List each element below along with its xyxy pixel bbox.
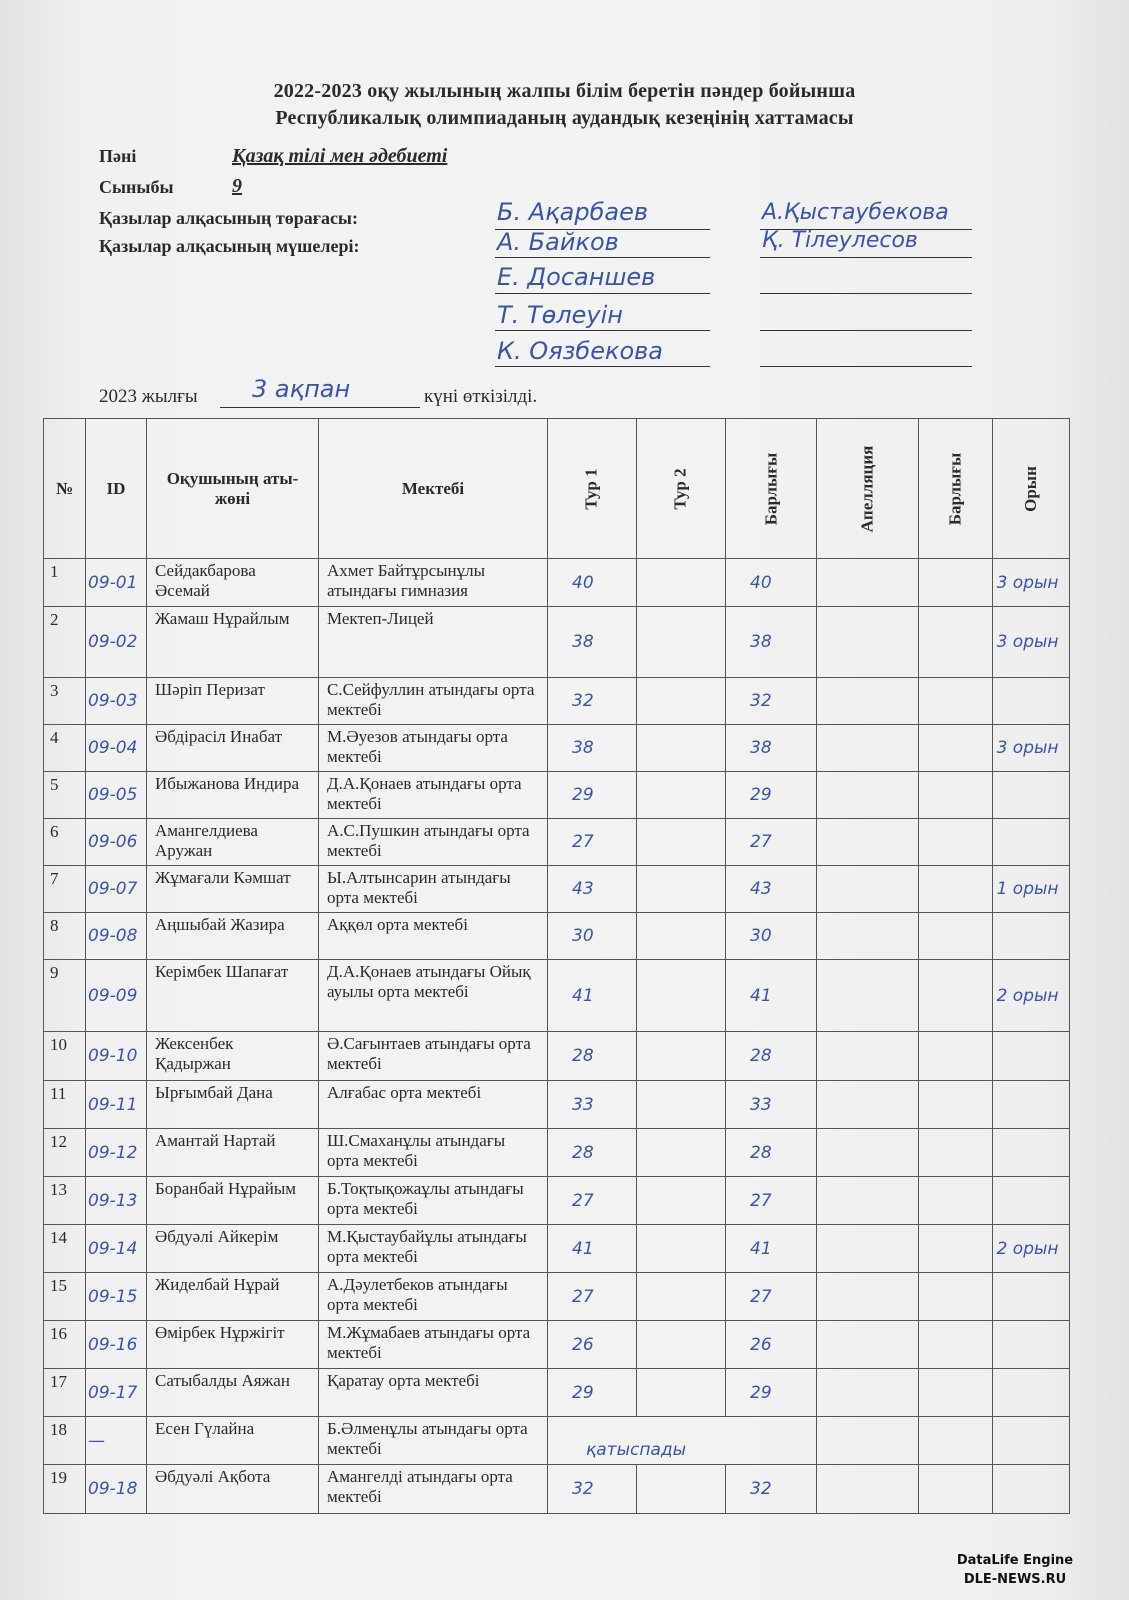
cell-id: — — [86, 1417, 147, 1465]
cell-no: 14 — [44, 1225, 86, 1273]
cell-total: 27 — [726, 1177, 817, 1225]
header-id: ID — [86, 419, 147, 559]
cell-appeal — [817, 1225, 919, 1273]
cell-no: 4 — [44, 725, 86, 772]
cell-tour2 — [637, 725, 726, 772]
cell-appeal — [817, 772, 919, 819]
cell-appeal — [817, 1417, 919, 1465]
cell-school: М.Жұмабаев атындағы орта мектебі — [319, 1321, 548, 1369]
sig-line-member1-left — [495, 257, 710, 258]
cell-no: 18 — [44, 1417, 86, 1465]
cell-total: 29 — [726, 1369, 817, 1417]
cell-id: 09-11 — [86, 1081, 147, 1129]
cell-total2 — [919, 1417, 993, 1465]
cell-place — [992, 772, 1069, 819]
chair-label: Қазылар алқасының төрағасы: — [99, 208, 358, 228]
cell-school: Д.А.Қонаев атындағы орта мектебі — [319, 772, 548, 819]
cell-appeal — [817, 1177, 919, 1225]
cell-appeal — [817, 1321, 919, 1369]
cell-tour1: 27 — [548, 819, 637, 866]
cell-place — [992, 1129, 1069, 1177]
cell-name: Әбдуәлі Ақбота — [147, 1465, 319, 1514]
cell-tour2 — [637, 819, 726, 866]
cell-id: 09-07 — [86, 866, 147, 913]
cell-tour1: 40 — [548, 559, 637, 607]
cell-no: 9 — [44, 960, 86, 1032]
cell-school: Ш.Смаханұлы атындағы орта мектебі — [319, 1129, 548, 1177]
cell-total: 29 — [726, 772, 817, 819]
sig-line-member2-left — [495, 293, 710, 294]
cell-total: 28 — [726, 1129, 817, 1177]
cell-tour2 — [637, 559, 726, 607]
table-row — [44, 1225, 1070, 1273]
cell-appeal — [817, 678, 919, 725]
cell-school: Ы.Алтынсарин атындағы орта мектебі — [319, 866, 548, 913]
cell-tour2 — [637, 607, 726, 678]
sig-line-member1-right — [760, 257, 972, 258]
cell-school: Ә.Сағынтаев атындағы орта мектебі — [319, 1032, 548, 1081]
cell-id: 09-13 — [86, 1177, 147, 1225]
cell-place: 3 орын — [992, 559, 1069, 607]
header-place: Орын — [992, 419, 1069, 559]
cell-name: Ырғымбай Дана — [147, 1081, 319, 1129]
cell-appeal — [817, 960, 919, 1032]
cell-name: Жексенбек Қадыржан — [147, 1032, 319, 1081]
subject-value: Қазақ тілі мен әдебиеті — [232, 145, 448, 167]
table-row — [44, 1417, 1070, 1465]
cell-id: 09-09 — [86, 960, 147, 1032]
cell-place — [992, 678, 1069, 725]
cell-tour1: 26 — [548, 1321, 637, 1369]
cell-place — [992, 1081, 1069, 1129]
cell-tour1: 41 — [548, 1225, 637, 1273]
cell-id: 09-03 — [86, 678, 147, 725]
table-row — [44, 866, 1070, 913]
cell-total2 — [919, 1129, 993, 1177]
cell-place — [992, 819, 1069, 866]
cell-id: 09-02 — [86, 607, 147, 678]
cell-appeal — [817, 819, 919, 866]
cell-no: 11 — [44, 1081, 86, 1129]
cell-appeal — [817, 1273, 919, 1321]
cell-school: Б.Әлменұлы атындағы орта мектебі — [319, 1417, 548, 1465]
cell-no: 7 — [44, 866, 86, 913]
table-row — [44, 913, 1070, 960]
cell-place: 2 орын — [992, 1225, 1069, 1273]
cell-appeal — [817, 559, 919, 607]
cell-id: 09-10 — [86, 1032, 147, 1081]
cell-total: 26 — [726, 1321, 817, 1369]
header-no: № — [44, 419, 86, 559]
cell-total: 32 — [726, 1465, 817, 1514]
header-total: Барлығы — [726, 419, 817, 559]
cell-school: Амангелді атындағы орта мектебі — [319, 1465, 548, 1514]
table-row — [44, 819, 1070, 866]
cell-no: 12 — [44, 1129, 86, 1177]
table-row — [44, 1465, 1070, 1514]
cell-tour2 — [637, 1081, 726, 1129]
table-row — [44, 1081, 1070, 1129]
cell-school: С.Сейфуллин атындағы орта мектебі — [319, 678, 548, 725]
cell-school: М.Әуезов атындағы орта мектебі — [319, 725, 548, 772]
table-row — [44, 1129, 1070, 1177]
cell-total2 — [919, 725, 993, 772]
cell-tour2 — [637, 866, 726, 913]
cell-place — [992, 1465, 1069, 1514]
cell-no: 8 — [44, 913, 86, 960]
cell-total2 — [919, 1369, 993, 1417]
table-row — [44, 1177, 1070, 1225]
header-tour2: Тур 2 — [637, 419, 726, 559]
cell-tour1: 28 — [548, 1129, 637, 1177]
cell-total2 — [919, 772, 993, 819]
signature-chair-left: Б. Ақарбаев — [497, 198, 648, 226]
cell-total: 41 — [726, 960, 817, 1032]
cell-school: Алғабас орта мектебі — [319, 1081, 548, 1129]
cell-name: Ибыжанова Индира — [147, 772, 319, 819]
cell-school: Ахмет Байтұрсынұлы атындағы гимназия — [319, 559, 548, 607]
cell-name: Өмірбек Нұржігіт — [147, 1321, 319, 1369]
cell-name: Әбдірасіл Инабат — [147, 725, 319, 772]
header-line-2: Республикалық олимпиаданың аудандық кезеңінің хаттамасы — [275, 107, 854, 129]
cell-total: 38 — [726, 607, 817, 678]
cell-total: 43 — [726, 866, 817, 913]
members-label: Қазылар алқасының мүшелері: — [99, 236, 360, 256]
cell-no: 19 — [44, 1465, 86, 1514]
cell-name: Жамаш Нұрайлым — [147, 607, 319, 678]
cell-place: 3 орын — [992, 725, 1069, 772]
cell-total: 38 — [726, 725, 817, 772]
cell-total2 — [919, 819, 993, 866]
cell-no: 15 — [44, 1273, 86, 1321]
table-row — [44, 1032, 1070, 1081]
cell-id: 09-06 — [86, 819, 147, 866]
cell-id: 09-15 — [86, 1273, 147, 1321]
table-row — [44, 559, 1070, 607]
cell-place — [992, 1417, 1069, 1465]
header-school: Мектебі — [319, 419, 548, 559]
cell-total: 41 — [726, 1225, 817, 1273]
cell-id: 09-08 — [86, 913, 147, 960]
subject-label: Пәні — [99, 146, 137, 166]
signature-member1-left: А. Байков — [497, 228, 619, 256]
cell-appeal — [817, 725, 919, 772]
cell-total: 27 — [726, 1273, 817, 1321]
cell-appeal — [817, 913, 919, 960]
cell-tour2 — [637, 772, 726, 819]
cell-total2 — [919, 1321, 993, 1369]
results-table — [43, 418, 1070, 1514]
cell-total: 30 — [726, 913, 817, 960]
cell-name: Әбдуәлі Айкерім — [147, 1225, 319, 1273]
cell-name: Амангелдиева Аружан — [147, 819, 319, 866]
cell-tour1: 28 — [548, 1032, 637, 1081]
cell-tour1: 38 — [548, 607, 637, 678]
cell-total2 — [919, 913, 993, 960]
cell-place — [992, 1273, 1069, 1321]
cell-tour2 — [637, 960, 726, 1032]
cell-tour2 — [637, 1321, 726, 1369]
cell-place: 2 орын — [992, 960, 1069, 1032]
cell-name: Шәріп Перизат — [147, 678, 319, 725]
grade-value: 9 — [232, 175, 242, 197]
cell-total: 28 — [726, 1032, 817, 1081]
signature-chair-right: А.Қыстаубекова — [762, 200, 949, 225]
cell-id: 09-18 — [86, 1465, 147, 1514]
signature-member4-left: К. Оязбекова — [497, 337, 663, 365]
header-name: Оқушының аты-жөні — [147, 419, 319, 559]
cell-name: Амантай Нартай — [147, 1129, 319, 1177]
cell-id: 09-14 — [86, 1225, 147, 1273]
date-suffix: күні өткізілді. — [424, 386, 538, 407]
cell-tour1: 30 — [548, 913, 637, 960]
cell-no: 5 — [44, 772, 86, 819]
cell-name: Аңшыбай Жазира — [147, 913, 319, 960]
cell-school: А.С.Пушкин атындағы орта мектебі — [319, 819, 548, 866]
table-body — [44, 559, 1070, 1514]
cell-appeal — [817, 607, 919, 678]
cell-school: М.Қыстаубайұлы атындағы орта мектебі — [319, 1225, 548, 1273]
cell-no: 2 — [44, 607, 86, 678]
cell-tour1: 27 — [548, 1273, 637, 1321]
cell-name: Сейдакбарова Әсемай — [147, 559, 319, 607]
cell-tour1: 41 — [548, 960, 637, 1032]
cell-place — [992, 1321, 1069, 1369]
cell-total: 33 — [726, 1081, 817, 1129]
cell-total2 — [919, 960, 993, 1032]
cell-appeal — [817, 1081, 919, 1129]
cell-no: 17 — [44, 1369, 86, 1417]
cell-absent-note: қатыспады — [548, 1417, 817, 1465]
cell-tour2 — [637, 1129, 726, 1177]
cell-no: 3 — [44, 678, 86, 725]
table-row — [44, 1273, 1070, 1321]
watermark-line-2: DLE-NEWS.RU — [963, 1572, 1067, 1587]
signature-member2-left: Е. Досаншев — [497, 263, 656, 291]
cell-total2 — [919, 559, 993, 607]
cell-tour1: 32 — [548, 1465, 637, 1514]
cell-tour2 — [637, 1225, 726, 1273]
grade-label: Сыныбы — [99, 177, 174, 197]
sig-line-member4-left — [495, 366, 710, 367]
cell-id: 09-16 — [86, 1321, 147, 1369]
cell-tour1: 29 — [548, 1369, 637, 1417]
cell-tour2 — [637, 1273, 726, 1321]
date-value: 3 ақпан — [252, 375, 351, 403]
sig-line-member2-right — [760, 293, 972, 294]
cell-total: 27 — [726, 819, 817, 866]
cell-tour2 — [637, 1465, 726, 1514]
cell-total2 — [919, 1225, 993, 1273]
cell-appeal — [817, 1032, 919, 1081]
cell-place: 1 орын — [992, 866, 1069, 913]
cell-no: 16 — [44, 1321, 86, 1369]
signature-member1-right: Қ. Тілеулесов — [762, 228, 918, 253]
cell-total2 — [919, 607, 993, 678]
cell-school: Б.Тоқтықожаұлы атындағы орта мектебі — [319, 1177, 548, 1225]
cell-tour1: 33 — [548, 1081, 637, 1129]
cell-place — [992, 1177, 1069, 1225]
cell-id: 09-01 — [86, 559, 147, 607]
cell-place: 3 орын — [992, 607, 1069, 678]
signature-member3-left: Т. Төлеуін — [497, 301, 623, 329]
cell-appeal — [817, 1129, 919, 1177]
table-row — [44, 1369, 1070, 1417]
table-row — [44, 960, 1070, 1032]
cell-id: 09-12 — [86, 1129, 147, 1177]
cell-tour2 — [637, 678, 726, 725]
cell-tour2 — [637, 1177, 726, 1225]
cell-tour2 — [637, 1369, 726, 1417]
cell-no: 13 — [44, 1177, 86, 1225]
cell-tour1: 43 — [548, 866, 637, 913]
cell-no: 6 — [44, 819, 86, 866]
cell-name: Керімбек Шапағат — [147, 960, 319, 1032]
cell-id: 09-04 — [86, 725, 147, 772]
cell-place — [992, 1369, 1069, 1417]
table-row — [44, 1321, 1070, 1369]
cell-appeal — [817, 1465, 919, 1514]
table-row — [44, 678, 1070, 725]
cell-place — [992, 1032, 1069, 1081]
cell-appeal — [817, 1369, 919, 1417]
cell-place — [992, 913, 1069, 960]
cell-name: Есен Гүлайна — [147, 1417, 319, 1465]
cell-name: Боранбай Нұрайым — [147, 1177, 319, 1225]
header-appeal: Апелляция — [817, 419, 919, 559]
cell-school: Д.А.Қонаев атындағы Ойық ауылы орта мектебі — [319, 960, 548, 1032]
cell-school: Аққөл орта мектебі — [319, 913, 548, 960]
cell-no: 10 — [44, 1032, 86, 1081]
sig-line-member4-right — [760, 366, 972, 367]
cell-tour2 — [637, 1032, 726, 1081]
cell-id: 09-05 — [86, 772, 147, 819]
cell-total2 — [919, 1177, 993, 1225]
cell-name: Жұмағали Кәмшат — [147, 866, 319, 913]
cell-tour1: 27 — [548, 1177, 637, 1225]
cell-total2 — [919, 1032, 993, 1081]
table-header-row — [44, 419, 1070, 559]
cell-tour1: 32 — [548, 678, 637, 725]
sig-line-member3-right — [760, 330, 972, 331]
cell-total2 — [919, 1273, 993, 1321]
cell-tour2 — [637, 913, 726, 960]
cell-total: 32 — [726, 678, 817, 725]
cell-total2 — [919, 866, 993, 913]
header-line-1: 2022-2023 оқу жылының жалпы білім беретін пәндер бойынша — [273, 80, 856, 102]
cell-school: А.Дәулетбеков атындағы орта мектебі — [319, 1273, 548, 1321]
cell-no: 1 — [44, 559, 86, 607]
cell-total2 — [919, 678, 993, 725]
header-total2: Барлығы — [919, 419, 993, 559]
table-row — [44, 607, 1070, 678]
cell-total: 40 — [726, 559, 817, 607]
cell-school: Мектеп-Лицей — [319, 607, 548, 678]
cell-id: 09-17 — [86, 1369, 147, 1417]
cell-total2 — [919, 1465, 993, 1514]
sig-line-member3-left — [495, 330, 710, 331]
cell-tour1: 38 — [548, 725, 637, 772]
table-row — [44, 772, 1070, 819]
table-row — [44, 725, 1070, 772]
cell-total2 — [919, 1081, 993, 1129]
cell-appeal — [817, 866, 919, 913]
cell-school: Қаратау орта мектебі — [319, 1369, 548, 1417]
header-tour1: Тур 1 — [548, 419, 637, 559]
date-underline — [220, 407, 420, 408]
date-prefix: 2023 жылғы — [99, 386, 198, 407]
watermark-line-1: DataLife Engine — [956, 1553, 1074, 1568]
cell-tour1: 29 — [548, 772, 637, 819]
cell-name: Жиделбай Нұрай — [147, 1273, 319, 1321]
cell-name: Сатыбалды Аяжан — [147, 1369, 319, 1417]
